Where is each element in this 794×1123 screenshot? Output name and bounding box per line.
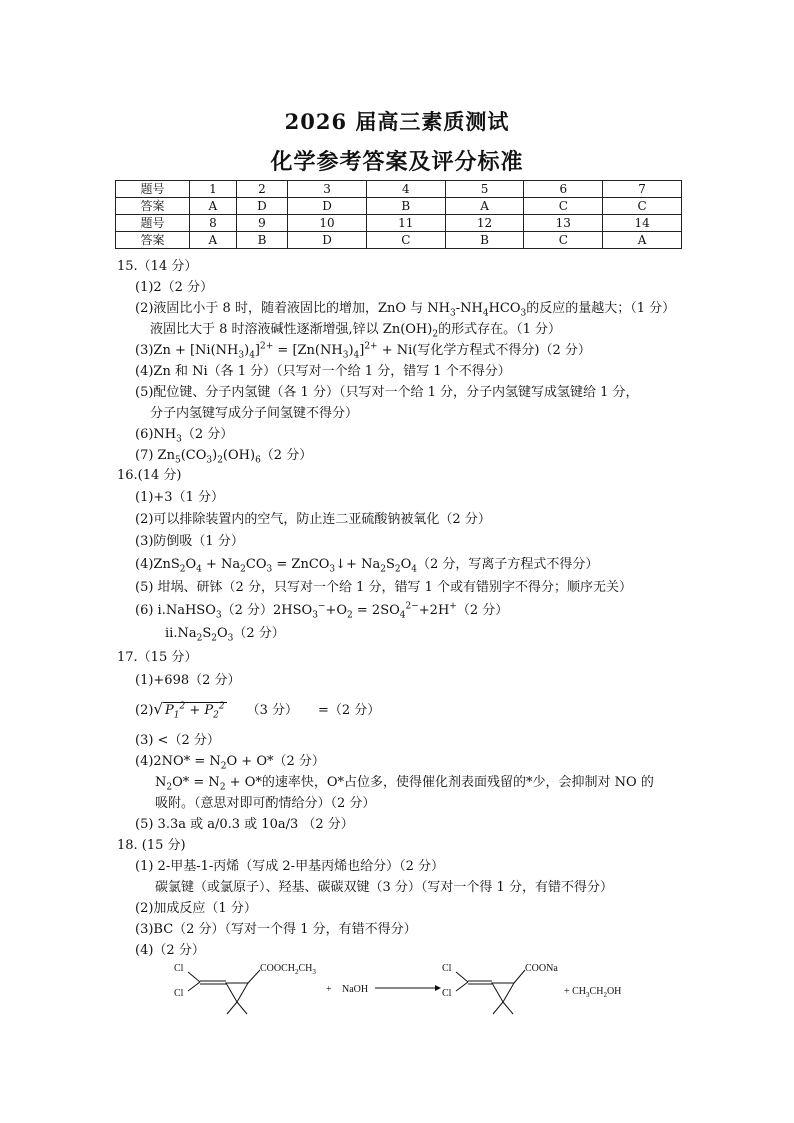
reaction-scheme	[170, 958, 650, 1028]
text-run: + O*的速率快，O*占位多，使得催化剂表面残留的*少，会抑制对 NO 的	[225, 775, 654, 790]
q16-part2: (2)可以排除装置内的空气，防止连二亚硫酸钠被氧化（2 分）	[135, 512, 491, 527]
superscript: 2	[218, 701, 225, 712]
subscript: 4	[399, 610, 406, 621]
text-run: O	[216, 626, 228, 641]
text-run: (CO	[180, 448, 207, 463]
bond	[248, 970, 260, 983]
text-run: + P	[189, 703, 214, 718]
q15-part7	[135, 448, 312, 464]
ester-group-label	[260, 963, 316, 976]
chlorine-label: Cl	[174, 988, 184, 999]
q18-heading: 18. (15 分)	[117, 838, 186, 853]
subscript: 4	[249, 350, 255, 361]
q16-part1: (1)+3（1 分）	[135, 490, 224, 505]
text-run: CH	[589, 986, 604, 997]
text-run: 的形式存在。（1 分）	[438, 322, 561, 337]
subscript: 4	[411, 564, 417, 575]
bond	[237, 1002, 247, 1014]
subscript: 3	[586, 991, 590, 999]
subscript: 3	[227, 633, 234, 644]
subscript: 3	[312, 610, 318, 621]
subscript: 4	[482, 308, 489, 319]
table-cell: 2	[236, 181, 287, 198]
superscript: 2	[179, 701, 186, 712]
subscript: 2	[213, 710, 219, 721]
text-run: = ZnCO	[272, 557, 330, 572]
subscript: 2	[219, 782, 226, 793]
subscript: 3	[450, 308, 456, 319]
q15-part5: (5)配位键、分子内氢键（各 1 分）（只写对一个给 1 分，分子内氢键写成氢键给 1 分，	[135, 385, 639, 400]
table-cell: D	[236, 198, 287, 215]
text-run: CO	[245, 557, 267, 572]
table-row-label: 答案	[116, 198, 190, 215]
table-cell: 1	[190, 181, 237, 198]
text-run: （2 分）	[181, 427, 234, 442]
text-run: S	[385, 557, 395, 572]
subscript: 4	[196, 564, 202, 575]
q18-part3: (3)BC（2 分）（写对一个得 1 分，有错不得分）	[135, 922, 417, 937]
q15-part1: (1)2（2 分）	[135, 280, 214, 295]
superscript: +	[449, 601, 457, 612]
bond	[503, 1002, 513, 1014]
arrow-head-icon	[435, 985, 441, 991]
q15-part2-cont	[150, 322, 561, 338]
table-cell: 12	[445, 215, 524, 232]
table-cell: 13	[524, 215, 603, 232]
text-run: （2 分）	[456, 603, 509, 618]
text-run: O	[185, 557, 197, 572]
subscript: 2	[179, 564, 186, 575]
superscript: 2−	[405, 601, 419, 612]
table-cell: B	[445, 232, 524, 249]
q16-part6	[135, 603, 508, 619]
sqrt-expression	[163, 702, 227, 719]
table-cell: 5	[445, 181, 524, 198]
q17-part3: (3) <（2 分）	[135, 733, 220, 748]
q16-part6-ii	[165, 626, 285, 642]
q17-part1: (1)+698（2 分）	[135, 673, 241, 688]
subscript: 2	[295, 968, 299, 976]
subscript: 5	[174, 455, 181, 466]
ethanol-label	[564, 986, 621, 999]
bond	[227, 1002, 237, 1014]
text-run: （3 分）	[246, 703, 298, 718]
text-run: ⅱ.Na	[165, 626, 197, 641]
table-cell: D	[288, 198, 367, 215]
table-cell: A	[190, 232, 237, 249]
table-cell: 4	[366, 181, 445, 198]
q17-part2	[135, 701, 380, 719]
text-run: O* = N	[172, 775, 220, 790]
subscript: 3	[206, 455, 213, 466]
table-row-label: 答案	[116, 232, 190, 249]
text-run: 的反应的量越大；（1 分）	[526, 301, 676, 316]
table-cell: A	[603, 232, 682, 249]
q18-part2: (2)加成反应（1 分）	[135, 901, 257, 916]
q17-part4-cont2: 吸附。（意思对即可酌情给分）（2 分）	[155, 796, 376, 811]
table-cell: 6	[524, 181, 603, 198]
text-run: (OH)	[222, 448, 256, 463]
table-row-label: 题号	[116, 215, 190, 232]
text-run: HCO	[488, 301, 521, 316]
subscript: 3	[312, 968, 316, 976]
plus-sign: +	[326, 984, 332, 995]
text-run: ]	[359, 343, 365, 358]
q15-part3	[135, 343, 591, 359]
text-run: OH	[606, 986, 622, 997]
text-run: N	[155, 775, 167, 790]
text-run: = [Zn(NH	[273, 343, 343, 358]
text-run: (3)Zn + [Ni(NH	[135, 343, 239, 358]
text-run: (4)ZnS	[135, 557, 180, 572]
table-cell: 14	[603, 215, 682, 232]
subscript: 2	[220, 761, 227, 772]
table-cell: 10	[288, 215, 367, 232]
q15-part6	[135, 427, 233, 443]
subscript: 3	[266, 564, 273, 575]
text-run: P	[164, 703, 174, 718]
text-run: O	[400, 557, 412, 572]
text-run: + Na	[201, 557, 241, 572]
chlorine-label: Cl	[442, 988, 452, 999]
text-run: (4)2NO* = N	[135, 754, 221, 769]
text-run: +O	[325, 603, 348, 618]
text-run: )	[212, 448, 218, 463]
q18-part1: (1) 2-甲基-1-丙烯（写成 2-甲基丙烯也给分）（2 分）	[135, 859, 444, 874]
q16-heading: 16.(14 分)	[117, 468, 182, 483]
superscript: 2+	[364, 341, 378, 352]
table-cell: 8	[190, 215, 237, 232]
table-cell: 9	[236, 215, 287, 232]
table-row	[116, 215, 682, 232]
bond	[188, 972, 200, 982]
salt-group-label: COONa	[525, 963, 558, 974]
subscript: 2	[196, 633, 203, 644]
subscript: 2	[240, 564, 246, 575]
bond	[456, 982, 468, 991]
subscript: 3	[329, 564, 336, 575]
subscript: 2	[166, 782, 173, 793]
text-run: (6) ⅰ.NaHSO	[135, 603, 216, 618]
subscript: 3	[520, 308, 527, 319]
table-cell: A	[445, 198, 524, 215]
chlorine-label: Cl	[442, 963, 452, 974]
table-cell: 11	[366, 215, 445, 232]
table-cell: C	[603, 198, 682, 215]
cyclopropane-ring	[226, 983, 248, 1002]
table-row	[116, 181, 682, 198]
q15-part4: (4)Zn 和 Ni（各 1 分）（只写对一个给 1 分，错写 1 个不得分）	[135, 364, 511, 379]
table-cell: C	[524, 232, 603, 249]
q16-part4	[135, 557, 598, 573]
page-title: 2026 届高三素质测试	[284, 109, 510, 134]
table-cell: B	[236, 232, 287, 249]
table-cell: 7	[603, 181, 682, 198]
text-run: ↓+ Na	[335, 557, 381, 572]
table-cell: 3	[288, 181, 367, 198]
text-run: 液固比大于 8 时溶液碱性逐渐增强,锌以 Zn(OH)	[150, 322, 433, 337]
text-run: -NH	[455, 301, 483, 316]
cyclopropane-ring	[492, 983, 514, 1002]
text-run: S	[202, 626, 212, 641]
subscript: 2	[380, 564, 386, 575]
q15-part2	[135, 301, 675, 317]
q18-part4: (4)（2 分）	[135, 943, 205, 958]
text-run: （2 分）2HSO	[221, 603, 313, 618]
table-cell: C	[366, 232, 445, 249]
text-run: )	[348, 343, 354, 358]
subscript: 3	[215, 610, 222, 621]
bond	[514, 970, 525, 983]
text-run: COOCH	[260, 963, 296, 974]
radical-sign: √	[153, 700, 163, 718]
subscript: 2	[432, 329, 439, 340]
text-run: +2H	[418, 603, 450, 618]
subscript: 3	[238, 350, 245, 361]
q16-part5: (5) 坩埚、研钵（2 分，只写对一个给 1 分，错写 1 个或有错别字不得分；顺序无关）	[135, 580, 633, 595]
reagent-label: NaOH	[342, 984, 369, 995]
chlorine-label: Cl	[174, 963, 184, 974]
bond	[493, 1002, 503, 1014]
text-run: (2)	[135, 703, 154, 718]
subscript: 6	[255, 455, 261, 466]
q15-part5-cont: 分子内氢键写成分子间氢键不得分）	[150, 406, 359, 421]
table-row	[116, 198, 682, 215]
table-row-label: 题号	[116, 181, 190, 198]
text-run: (2)液固比小于 8 时，随着液固比的增加，ZnO 与 NH	[135, 301, 450, 316]
text-run: = 2SO	[352, 603, 400, 618]
subscript: 2	[603, 991, 607, 999]
page-subtitle: 化学参考答案及评分标准	[270, 150, 524, 175]
q17-part4	[135, 754, 325, 770]
table-cell: A	[190, 198, 237, 215]
text-run: =（2 分）	[318, 703, 381, 718]
superscript: 2+	[260, 341, 274, 352]
subscript: 2	[211, 633, 217, 644]
table-row	[116, 232, 682, 249]
bond	[188, 982, 200, 991]
table-cell: C	[524, 198, 603, 215]
text-run: )	[244, 343, 250, 358]
subscript: 2	[217, 455, 223, 466]
q17-part4-cont	[155, 775, 654, 791]
q18-part1-cont: 碳氯键（或氯原子）、羟基、碳碳双键（3 分）（写对一个得 1 分，有错不得分）	[155, 880, 613, 895]
subscript: 1	[173, 710, 180, 721]
subscript: 2	[347, 610, 353, 621]
subscript: 2	[394, 564, 401, 575]
text-run: + Ni(写化学方程式不得分)（2 分）	[377, 343, 591, 358]
q17-part5: (5) 3.3a 或 a/0.3 或 10a/3 （2 分）	[135, 817, 354, 832]
text-run: ]	[254, 343, 260, 358]
q15-heading: 15.（14 分）	[117, 259, 198, 274]
table-cell: D	[288, 232, 367, 249]
answer-table	[115, 180, 682, 249]
text-run: （2 分）	[260, 448, 313, 463]
text-run: (6)NH	[135, 427, 177, 442]
text-run: （2 分）	[233, 626, 285, 641]
text-run: CH	[298, 963, 313, 974]
table-cell: B	[366, 198, 445, 215]
subscript: 3	[342, 350, 349, 361]
bond	[456, 972, 468, 982]
text-run: (7) Zn	[135, 448, 175, 463]
superscript: −	[317, 601, 326, 612]
subscript: 4	[353, 350, 360, 361]
subscript: 3	[176, 434, 182, 445]
text-run: O + O*（2 分）	[226, 754, 325, 769]
q17-heading: 17.（15 分）	[117, 650, 198, 665]
text-run: + CH	[564, 986, 587, 997]
text-run: （2 分，写离子方程式不得分）	[416, 557, 599, 572]
q16-part3: (3)防倒吸（1 分）	[135, 534, 244, 549]
